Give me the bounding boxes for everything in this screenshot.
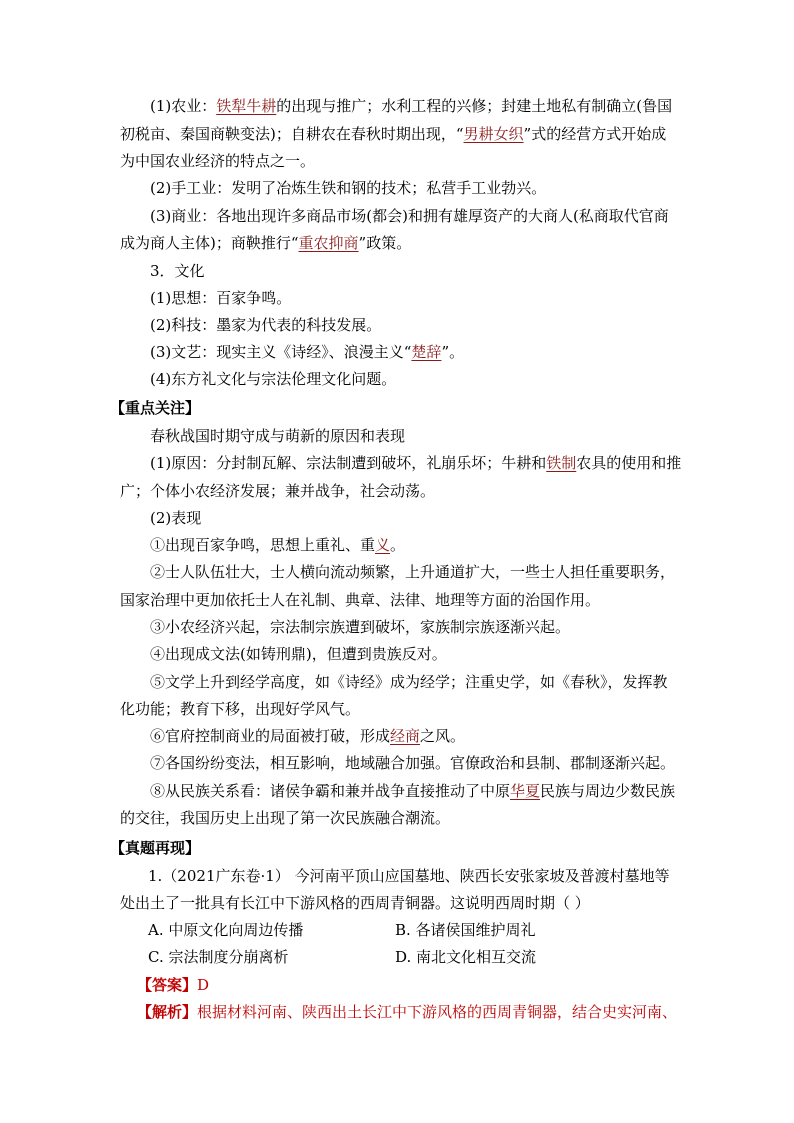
- term-link[interactable]: 铁制: [546, 454, 577, 472]
- analysis-text: 根据材料河南、陕西出土长江中下游风格的西周青铜器，结合史实河南、: [197, 1003, 678, 1021]
- focus-point-5-line-1: ⑤文学上升到经学高度，如《诗经》成为经学；注重史学，如《春秋》，发挥教: [150, 673, 668, 691]
- option-c[interactable]: C. 宗法制度分崩离析: [148, 948, 289, 966]
- text: ⑥官府控制商业的局面被打破，形成: [150, 727, 391, 745]
- focus-point-1: [150, 535, 405, 555]
- culture-title: 3．文化: [150, 262, 205, 280]
- culture-ethics: (4)东方礼文化与宗法伦理文化问题。: [150, 370, 397, 388]
- text: (1)农业：: [150, 97, 217, 115]
- culture-thought: (1)思想：百家争鸣。: [150, 289, 292, 307]
- focus-point-7: ⑦各国纷纷变法，相互影响，地域融合加强。官僚政治和县制、郡制逐渐兴起。: [150, 754, 676, 772]
- focus-point-4: ④出现成文法(如铸刑鼎)，但遭到贵族反对。: [150, 645, 447, 663]
- text: (1)原因：分封制瓦解、宗法制遭到破坏，礼崩乐坏；牛耕和: [150, 454, 547, 472]
- text: ①出现百家争鸣，思想上重礼、重: [150, 536, 376, 554]
- focus-point-2-line-2: 国家治理中更加依托士人在礼制、典章、法律、地理等方面的治国作用。: [120, 591, 601, 609]
- focus-point-8-line-1: [150, 781, 675, 801]
- text: ”式的经营方式开始成: [523, 125, 667, 143]
- term-link[interactable]: 楚辞: [411, 343, 442, 361]
- text: 农具的使用和推: [576, 454, 682, 472]
- commerce-line-1: (3)商业：各地出现许多商品市场(都会)和拥有雄厚资产的大商人(私商取代官商: [150, 207, 669, 225]
- text: (3)文艺：现实主义《诗经》、浪漫主义“: [150, 343, 412, 361]
- analysis-line: [137, 1002, 677, 1022]
- term-link[interactable]: 义: [375, 536, 391, 554]
- focus-subtitle: 春秋战国时期守成与萌新的原因和表现: [150, 427, 406, 445]
- text: 初税亩、秦国商鞅变法)；自耕农在春秋时期出现，“: [120, 125, 464, 143]
- focus-cause-line-2: 广；个体小农经济发展；兼并战争，社会动荡。: [120, 482, 436, 500]
- answer-label: 【答案】: [137, 976, 198, 994]
- focus-point-2-line-1: ②士人队伍壮大，士人横向流动频繁，上升通道扩大，一些士人担任重要职务，: [150, 563, 676, 581]
- term-link[interactable]: 华夏: [510, 782, 541, 800]
- culture-art: [150, 342, 464, 362]
- exam-question-line-1: 1.（2021广东卷·1） 今河南平顶山应国墓地、陕西长安张家坡及普渡村墓地等: [148, 867, 670, 885]
- text: 的出现与推广；水利工程的兴修；封建土地私有制确立(鲁国: [276, 97, 673, 115]
- text: ”政策。: [358, 234, 412, 252]
- analysis-label: 【解析】: [137, 1003, 198, 1021]
- exam-heading: 【真题再现】: [110, 839, 201, 857]
- answer-line: [137, 975, 209, 995]
- focus-cause-line-1: [150, 453, 681, 473]
- option-b[interactable]: B. 各诸侯国维护周礼: [395, 921, 536, 939]
- option-a[interactable]: A. 中原文化向周边传播: [148, 921, 304, 939]
- text: ⑧从民族关系看：诸侯争霸和兼并战争直接推动了中原: [150, 782, 511, 800]
- option-d[interactable]: D. 南北文化相互交流: [395, 948, 537, 966]
- term-link[interactable]: 经商: [390, 727, 421, 745]
- text: 。: [390, 536, 406, 554]
- answer-value: D: [197, 976, 210, 994]
- commerce-line-2: [120, 233, 411, 253]
- focus-point-8-line-2: 的交往，我国历史上出现了第一次民族融合潮流。: [120, 809, 451, 827]
- term-link[interactable]: 铁犁牛耕: [216, 97, 277, 115]
- exam-question-line-2: 处出土了一批具有长江中下游风格的西周青铜器。这说明西周时期（ ）: [120, 894, 590, 912]
- text: 民族与周边少数民族: [540, 782, 676, 800]
- culture-tech: (2)科技：墨家为代表的科技发展。: [150, 316, 382, 334]
- text: ”。: [441, 343, 465, 361]
- term-link[interactable]: 男耕女织: [463, 125, 524, 143]
- focus-point-6: [150, 726, 465, 746]
- agriculture-line-1: [150, 96, 672, 116]
- term-link[interactable]: 重农抑商: [298, 234, 359, 252]
- text: 成为商人主体)；商鞅推行“: [120, 234, 299, 252]
- handicraft-line: (2)手工业：发明了冶炼生铁和钢的技术；私营手工业勃兴。: [150, 179, 547, 197]
- agriculture-line-3: 为中国农业经济的特点之一。: [120, 152, 316, 170]
- focus-point-5-line-2: 化功能；教育下移，出现好学风气。: [120, 700, 361, 718]
- focus-performance-title: (2)表现: [150, 509, 202, 527]
- focus-point-3: ③小农经济兴起，宗法制宗族遭到破坏，家族制宗族逐渐兴起。: [150, 618, 571, 636]
- focus-heading: 【重点关注】: [110, 399, 201, 417]
- agriculture-line-2: [120, 124, 666, 144]
- text: 之风。: [420, 727, 466, 745]
